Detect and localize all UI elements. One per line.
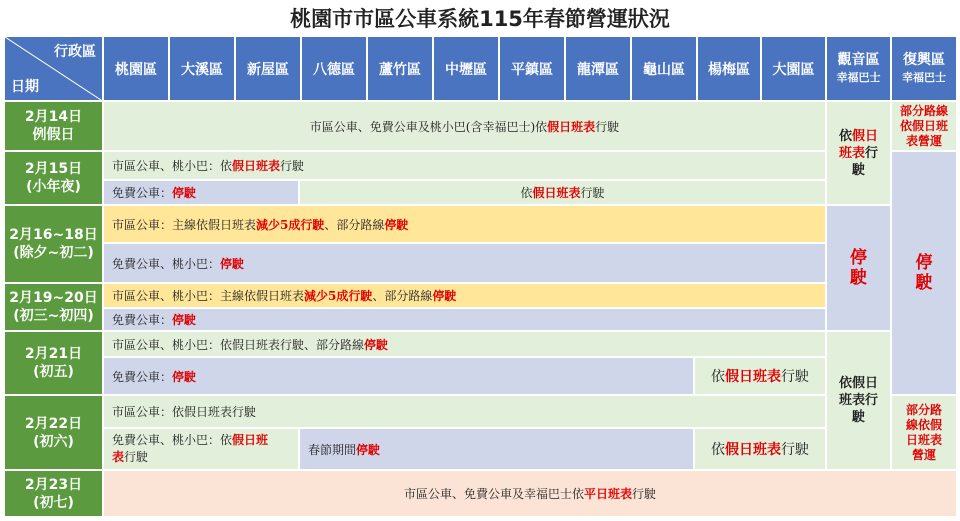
fuxing-name: 復興區	[903, 51, 945, 68]
district-header: 大溪區	[169, 36, 235, 101]
fuxing-cell: 部分路線 依假日班 表營運	[891, 101, 957, 151]
date-cell	[4, 151, 103, 205]
schedule-cell: 市區公車、桃小巴：依假日班表行駛、部分路線停駛	[103, 331, 826, 357]
date-label: 例假日	[32, 127, 75, 143]
district-axis-label: 行政區	[54, 44, 96, 60]
schedule-cell: 市區公車：主線依假日班表減少5成行駛、部分路線停駛	[103, 205, 826, 243]
date-label: (初五)	[33, 364, 74, 380]
date-text: 2月16~18日	[9, 227, 98, 243]
date-label: (初三~初四)	[13, 308, 94, 324]
district-header: 龜山區	[631, 36, 697, 101]
date-label: (初七)	[33, 494, 74, 511]
date-text: 2月21日	[24, 346, 83, 362]
date-text: 2月19~20日	[9, 290, 98, 306]
district-header: 蘆竹區	[367, 36, 433, 101]
date-cell	[4, 101, 103, 151]
schedule-cell: 免費公車：停駛	[103, 308, 826, 331]
schedule-cell: 市區公車、免費公車及桃小巴(含幸福巴士)依假日班表行駛	[103, 101, 826, 151]
district-header: 楊梅區	[697, 36, 761, 101]
district-header: 桃園區	[103, 36, 169, 101]
date-label: (初六)	[33, 433, 74, 450]
date-label: (除夕~初二)	[13, 245, 94, 261]
fuxing-header	[891, 36, 957, 101]
date-axis-label: 日期	[11, 79, 39, 95]
schedule-cell: 免費公車、桃小巴：依假日班 表行駛	[103, 428, 299, 470]
date-cell	[4, 470, 103, 517]
district-header: 新屋區	[235, 36, 301, 101]
date-label: (小年夜)	[26, 179, 81, 195]
district-header: 中壢區	[433, 36, 499, 101]
date-cell	[4, 331, 103, 395]
schedule-cell: 依假日班表行駛	[299, 180, 826, 205]
schedule-cell: 免費公車：停駛	[103, 180, 299, 205]
schedule-cell: 免費公車、桃小巴：停駛	[103, 243, 826, 283]
date-text: 2月22日	[24, 415, 83, 432]
district-header: 平鎮區	[499, 36, 565, 101]
page-title: 桃園市市區公車系統115年春節營運狀況	[290, 7, 670, 31]
date-cell	[4, 395, 103, 470]
guanyin-sub: 幸福巴士	[836, 70, 881, 84]
schedule-cell: 市區公車、免費公車及幸福巴士依平日班表行駛	[103, 470, 957, 517]
date-text: 2月14日	[24, 109, 83, 125]
district-header: 龍潭區	[565, 36, 631, 101]
guanyin-header	[826, 36, 891, 101]
date-cell	[4, 205, 103, 283]
date-cell	[4, 283, 103, 331]
guanyin-cell: 依假日 班表行 駛	[826, 101, 891, 205]
guanyin-name: 觀音區	[837, 51, 880, 68]
schedule-cell: 免費公車：停駛	[103, 357, 694, 395]
guanyin-cell: 停 駛	[826, 205, 891, 331]
schedule-cell: 市區公車：依假日班表行駛	[103, 395, 826, 428]
corner-header	[4, 36, 103, 101]
fuxing-sub: 幸福巴士	[902, 70, 946, 84]
fuxing-cell: 部分路 線依假 日班表 營運	[891, 395, 957, 470]
district-header: 大園區	[761, 36, 826, 101]
date-text: 2月15日	[24, 161, 83, 177]
schedule-cell: 春節期間停駛	[299, 428, 694, 470]
date-text: 2月23日	[24, 476, 83, 493]
schedule-cell: 依假日班表行駛	[694, 357, 826, 395]
schedule-cell: 市區公車、桃小巴：主線依假日班表減少5成行駛、部分路線停駛	[103, 283, 826, 308]
schedule-cell: 市區公車、桃小巴：依假日班表行駛	[103, 151, 826, 180]
fuxing-cell: 停 駛	[891, 151, 957, 395]
district-header: 八德區	[301, 36, 367, 101]
guanyin-cell: 依假日 班表行 駛	[826, 331, 891, 470]
schedule-cell: 依假日班表行駛	[694, 428, 826, 470]
